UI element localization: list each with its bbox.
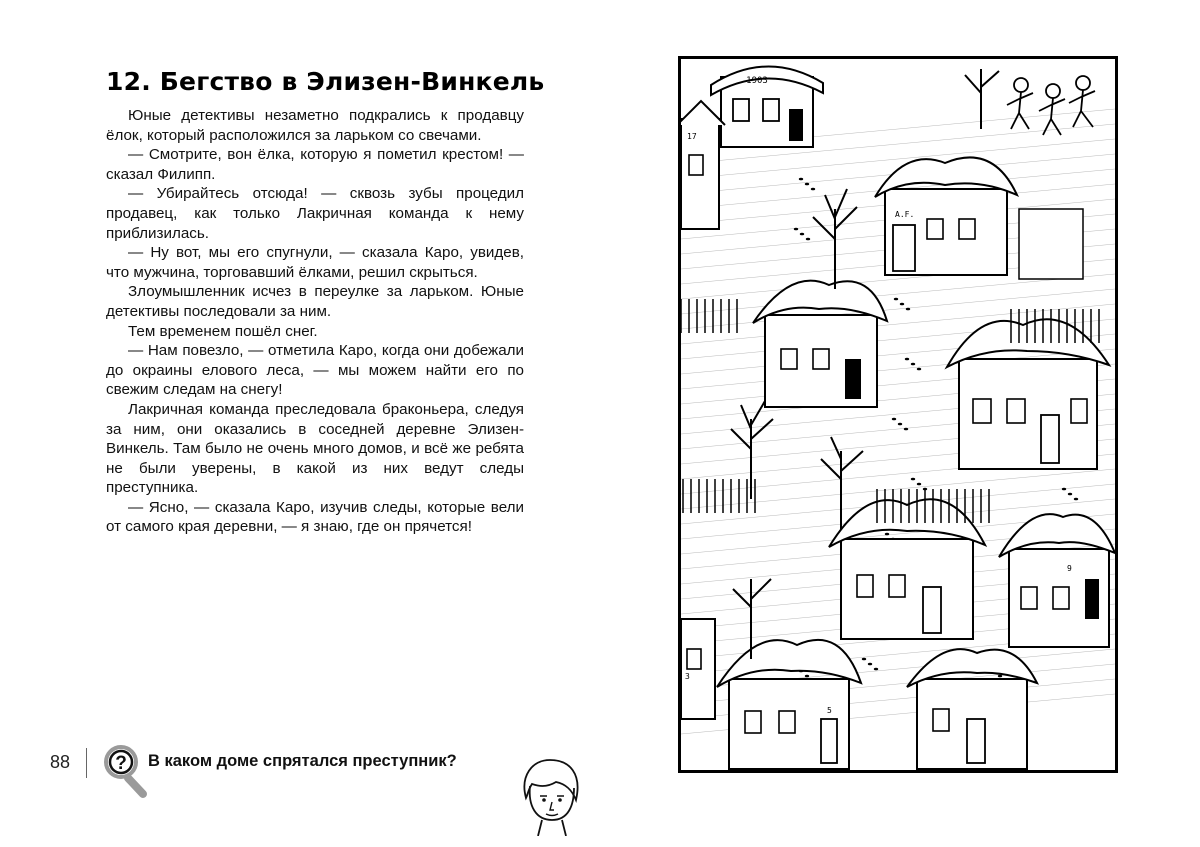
footprint	[868, 663, 872, 666]
footprint	[917, 368, 921, 371]
footprint	[898, 423, 902, 426]
story-paragraph: — Ясно, — сказала Каро, изучив следы, которые вели от самого края деревни, — я знаю, где он прячется!	[106, 498, 524, 536]
house-initials-label: A.F.	[895, 210, 915, 219]
boy-character-illustration	[516, 756, 588, 836]
footprint	[1062, 488, 1066, 491]
svg-text:?: ?	[115, 753, 127, 774]
footprint	[1074, 498, 1078, 501]
footprint	[894, 298, 898, 301]
house-bottom-left-5	[717, 640, 861, 769]
story-text	[106, 106, 524, 537]
house-left-3	[681, 619, 715, 719]
footprint	[806, 238, 810, 241]
story-paragraph: — Нам повезло, — отметила Каро, когда они добежали до окраины елового леса, — мы можем найти его по свежим следам на снегу!	[106, 342, 524, 399]
footprint	[900, 303, 904, 306]
house-bottom-right	[907, 649, 1037, 769]
page-number: 88	[50, 752, 71, 772]
footprint	[794, 228, 798, 231]
footprint	[800, 233, 804, 236]
footprint	[911, 363, 915, 366]
footer-divider	[86, 748, 87, 778]
footprint	[892, 418, 896, 421]
house-number-5: 5	[827, 706, 832, 715]
house-top-left	[711, 66, 823, 147]
footprint	[1068, 493, 1072, 496]
footprint	[874, 668, 878, 671]
footprint	[862, 658, 866, 661]
village-drawing	[681, 59, 1115, 770]
house-number-17: 17	[687, 132, 697, 141]
house-right-9	[999, 514, 1115, 647]
footprint	[905, 358, 909, 361]
story-paragraph: Тем временем пошёл снег.	[128, 322, 318, 340]
house-left-17	[681, 101, 725, 229]
footprint	[805, 183, 809, 186]
chapter-title: 12. Бегство в Элизен-Винкель	[106, 66, 545, 96]
footprint	[885, 533, 889, 536]
footprint	[906, 308, 910, 311]
story-paragraph: Юные детективы незаметно подкрались к продавцу ёлок, который расположился за ларьком со свечами.	[106, 107, 524, 144]
footprint	[811, 188, 815, 191]
house-year-label: 1903	[746, 76, 768, 86]
story-paragraph: — Смотрите, вон ёлка, которую я пометил крестом! — сказал Филипп.	[106, 146, 524, 183]
question-text: В каком доме спрятался преступник?	[148, 752, 457, 770]
footprint	[799, 178, 803, 181]
footprint	[917, 483, 921, 486]
story-paragraph: — Ну вот, мы его спугнули, — сказала Каро, увидев, что мужчина, торговавший ёлками, решил скрыться.	[106, 244, 524, 281]
village-illustration	[678, 56, 1118, 773]
house-right-middle	[947, 319, 1109, 469]
magnifier-question-icon	[103, 744, 151, 800]
story-paragraph: Злоумышленник исчез в переулке за ларьком. Юные детективы последовали за ним.	[106, 283, 524, 320]
story-paragraph: Лакричная команда преследовала браконьера, следуя за ним, они оказались в соседней деревне Элизен-Винкель. Там было не очень много домов, и всё же ребята не были уверены, в какой из них ведут следы преступника.	[106, 400, 524, 497]
house-center	[829, 499, 985, 639]
house-number-9: 9	[1067, 564, 1072, 573]
footprint	[805, 675, 809, 678]
story-paragraph: — Убирайтесь отсюда! — сквозь зубы процедил продавец, как только Лакричная команда к нему приблизилась.	[106, 185, 524, 242]
footprint	[911, 478, 915, 481]
house-number-3: 3	[685, 672, 690, 681]
house-center-left	[753, 281, 887, 407]
footprint	[904, 428, 908, 431]
footprint	[998, 675, 1002, 678]
